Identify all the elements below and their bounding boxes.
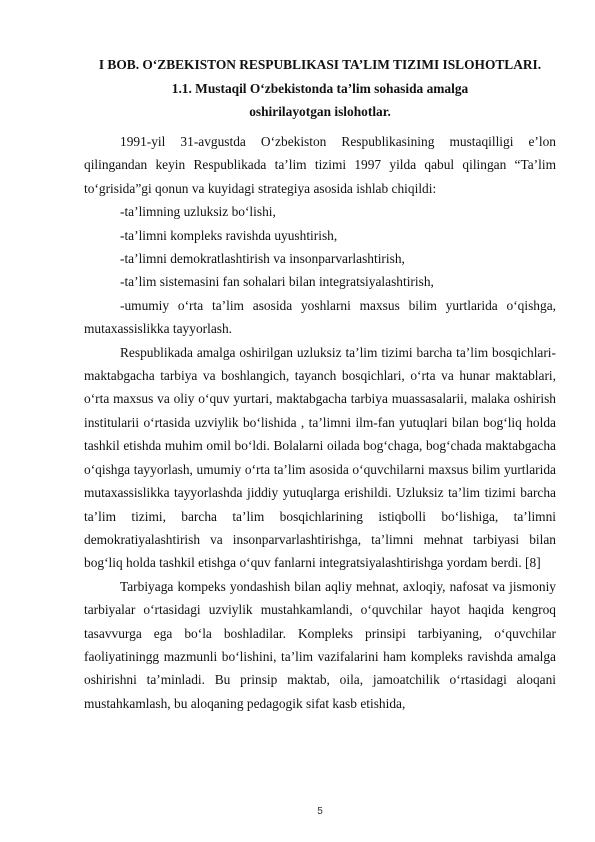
list-item: -umumiy o‘rta ta’lim asosida yoshlarni maxsus bilim yurtlarida o‘qishga, mutaxassislikka tayyorlash.: [84, 297, 556, 337]
body-text: [84, 130, 556, 715]
section-heading: 1.1. Mustaqil O‘zbekistonda ta’lim sohasida amalga: [171, 81, 469, 96]
paragraph-intro: 1991-yil 31-avgustda O‘zbekiston Respublikasining mustaqilligi e’lon qilingandan keyin Respublikada ta’lim tizimi 1997 yilda qabul qilingan “Ta’lim to‘grisida”gi qonun va kuyidagi strategiya asosida ishlab chiqildi:: [84, 134, 556, 196]
page-number: 5: [317, 806, 323, 817]
list-item: -ta’lim sistemasini fan sohalari bilan integratsiyalashtirish,: [120, 274, 434, 290]
chapter-heading: I BOB. O‘ZBEKISTON RESPUBLIKASI TA’LIM TIZIMI ISLOHOTLARI.: [98, 57, 542, 72]
paragraph-continuous-education: Respublikada amalga oshirilgan uzluksiz ta’lim tizimi barcha ta’lim bosqichlari-maktabgacha tarbiya va boshlangich, tayanch bosqichlari, o‘rta va hunar maktablari, o‘rta maxsus va oliy o‘quv yurtari, maktabgacha tarbiya muassasalarii, malaka oshirish institularii o‘rtasida uzviylik bo‘lishida , ta’limni ilm-fan yutuqlari bilan bog‘liq holda tashkil etishda muhim omil bo‘ldi. Bolalarni oilada bog‘chaga, bog‘chada maktabgacha o‘qishga tayyorlash, umumiy o‘rta ta’lim asosida o‘quvchilarni maxsus bilim yurtlarida mutaxassislikka tayyorlashda jiddiy yutuqlarga erishildi. Uzluksiz ta’lim tizimi barcha ta’lim tizimi, barcha ta’lim bosqichlarining istiqbolli bo‘lishiga, ta’limni demokratiyalashtirish va insonparvarlashtirishga, ta’limni mehnat tarbiyasi bilan bog‘liq holda tashkil etishga o‘quv fanlarni integratsiyalashtirishga yordam berdi. [8]: [84, 344, 556, 571]
paragraph-complex-approach: Tarbiyaga kompeks yondashish bilan aqliy mehnat, axloqiy, nafosat va jismoniy tarbiyalar o‘rtasidagi uzviylik mustahkamlandi, o‘quvchilar hayot haqida kengroq tasavvurga ega bo‘la boshladilar. Kompleks prinsipi tarbiyaning, o‘quvchilar faoliyatiningg mazmunli bo‘lishini, ta’lim vazifalarini ham kompleks ravishda amalga oshirishni ta’minladi. Bu prinsip maktab, oila, jamoatchilik o‘rtasidagi aloqani mustahkamlash, bu aloqaning pedagogik sifat kasb etishida,: [84, 578, 556, 711]
section-heading-continuation: oshirilayotgan islohotlar.: [249, 104, 391, 119]
list-item: -ta’limni kompleks ravishda uyushtirish,: [120, 227, 338, 243]
list-item: -ta’limning uzluksiz bo‘lishi,: [120, 204, 276, 220]
list-item: -ta’limni demokratlashtirish va insonparvarlashtirish,: [120, 251, 405, 267]
